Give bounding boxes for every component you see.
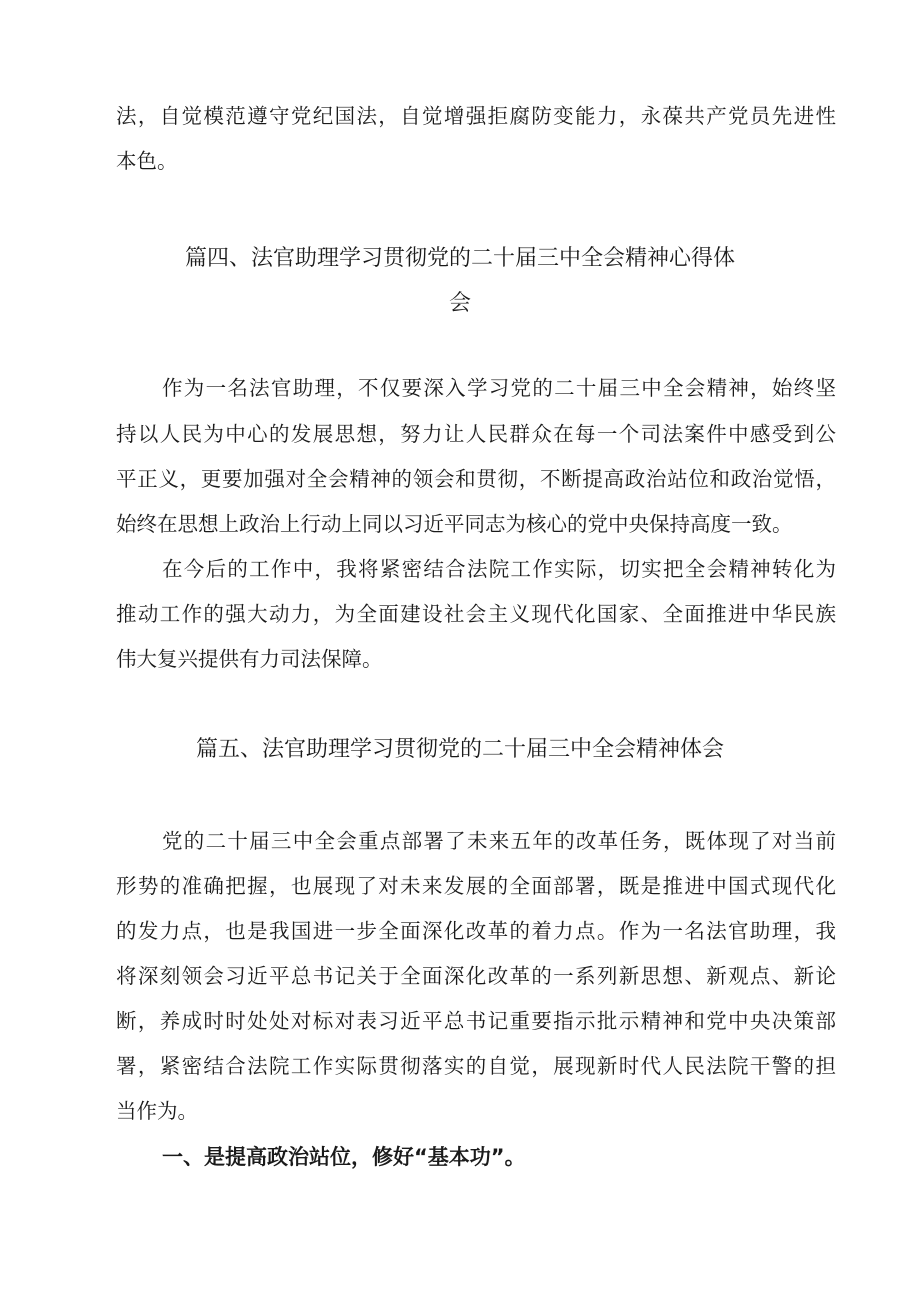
section5-p1-line-3: 的发力点，也是我国进一步全面深化改革的着力点。作为一名法官助理，我: [116, 919, 836, 943]
section4-p1-line-3: 平正义，更要加强对全会精神的领会和贯彻，不断提高政治站位和政治觉悟，: [116, 467, 836, 491]
section5-p1-line-5: 断，养成时时处处对标对表习近平总书记重要指示批示精神和党中央决策部: [116, 1009, 836, 1033]
section4-p1-line-4: 始终在思想上政治上行动上同以习近平同志为核心的党中央保持高度一致。: [116, 512, 793, 536]
section4-p2-line-1: 在今后的工作中，我将紧密结合法院工作实际，切实把全会精神转化为: [162, 557, 836, 581]
section4-title-line-1: 篇四、法官助理学习贯彻党的二十届三中全会精神心得体: [184, 246, 735, 271]
section5-p1-line-2: 形势的准确把握，也展现了对未来发展的全面部署，既是推进中国式现代化: [116, 874, 836, 898]
section5-subheading-1: 一、是提高政治站位，修好“基本功”。: [162, 1145, 526, 1169]
section5-title: 篇五、法官助理学习贯彻党的二十届三中全会精神体会: [195, 737, 724, 762]
intro-line-2: 本色。: [116, 149, 178, 173]
section5-p1-line-4: 将深刻领会习近平总书记关于全面深化改革的一系列新思想、新观点、新论: [116, 964, 836, 988]
intro-line-1: 法，自觉模范遵守党纪国法，自觉增强拒腐防变能力，永葆共产党员先进性: [116, 104, 836, 128]
section5-p1-line-1: 党的二十届三中全会重点部署了未来五年的改革任务，既体现了对当前: [162, 829, 836, 853]
section4-p2-line-2: 推动工作的强大动力，为全面建设社会主义现代化国家、全面推进中华民族: [116, 602, 836, 626]
section4-p2-line-3: 伟大复兴提供有力司法保障。: [116, 647, 383, 671]
section5-p1-line-6: 署，紧密结合法院工作实际贯彻落实的自觉，展现新时代人民法院干警的担: [116, 1054, 836, 1078]
section4-title-line-2: 会: [448, 291, 471, 316]
section5-p1-line-7: 当作为。: [116, 1099, 198, 1123]
section4-p1-line-2: 持以人民为中心的发展思想，努力让人民群众在每一个司法案件中感受到公: [116, 422, 836, 446]
section4-p1-line-1: 作为一名法官助理，不仅要深入学习党的二十届三中全会精神，始终坚: [162, 376, 836, 400]
